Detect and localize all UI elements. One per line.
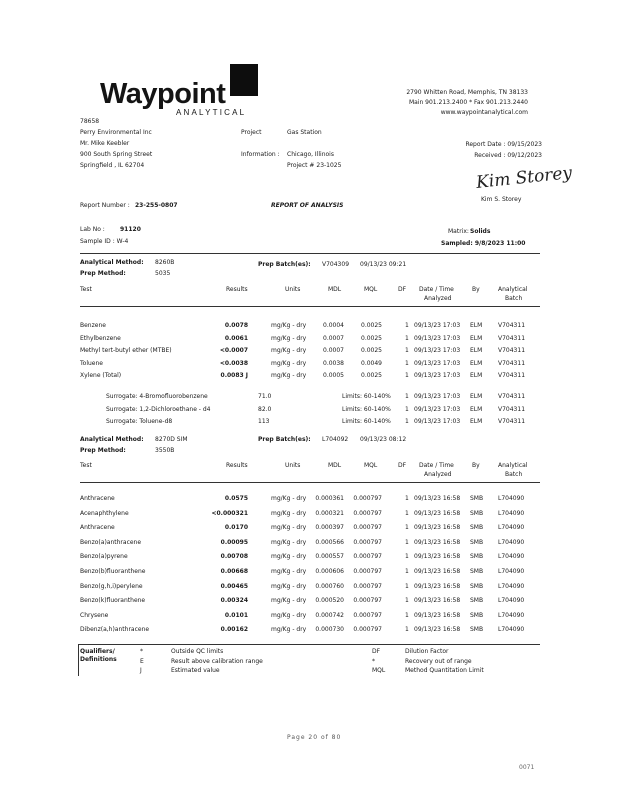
- table-row: [0, 583, 618, 593]
- analyst-by: ELM: [470, 334, 483, 342]
- result-value: 0.00095: [220, 538, 248, 546]
- test-name: Benzo(a)pyrene: [80, 553, 128, 561]
- analytical-batch: V704311: [498, 372, 526, 379]
- s1-method-value: 8260B: [155, 259, 175, 266]
- mdl-value: 0.000321: [315, 509, 344, 517]
- result-value: <0.0038: [219, 359, 248, 367]
- mql-value: 0.0049: [361, 359, 382, 367]
- table-row: [0, 626, 618, 636]
- mql-value: 0.000797: [353, 524, 382, 532]
- result-value: 0.0575: [224, 495, 248, 502]
- result-value: 0.0061: [224, 334, 248, 342]
- surrogate-row: [0, 393, 618, 403]
- surrogate-limits: Limits: 60-140%: [342, 405, 391, 413]
- df-value: 1: [405, 568, 409, 575]
- mql-value: 0.0025: [361, 334, 382, 342]
- surrogate-limits: Limits: 60-140%: [342, 418, 391, 425]
- col-test: Test: [80, 462, 92, 469]
- mdl-value: 0.000361: [315, 495, 344, 502]
- analyzed-datetime: 09/13/23 16:58: [414, 582, 461, 590]
- col-results: Results: [226, 286, 248, 293]
- analyst-by: SMB: [470, 538, 484, 546]
- report-date: Report Date : 09/15/2023: [465, 141, 542, 148]
- units-value: mg/Kg - dry: [271, 626, 307, 634]
- analyst-by: ELM: [470, 393, 483, 400]
- mdl-value: 0.0007: [323, 347, 344, 354]
- mdl-value: 0.0038: [323, 359, 344, 367]
- mql-value: 0.000797: [353, 553, 382, 561]
- definitions-label: Definitions: [80, 656, 117, 663]
- qualifiers-top-rule: [78, 644, 540, 645]
- col-date-sub: Analyzed: [424, 295, 452, 302]
- analyst-by: SMB: [470, 553, 484, 561]
- mql-value: 0.000797: [353, 582, 382, 590]
- analytical-batch: V704311: [498, 347, 526, 354]
- lab-phone: Main 901.213.2400 * Fax 901.213.2440: [408, 99, 528, 106]
- s1-header-rule: [80, 306, 540, 307]
- mql-value: 0.000797: [353, 568, 382, 575]
- df-value: 1: [405, 611, 409, 619]
- df-value: 1: [405, 495, 409, 502]
- lab-no-label: Lab No :: [80, 226, 105, 233]
- analyst-by: SMB: [470, 611, 484, 619]
- analytical-batch: L704090: [498, 524, 525, 532]
- col-date-sub: Analyzed: [424, 471, 452, 478]
- lab-no-value: 91120: [120, 226, 141, 233]
- qualifier-symbol: *: [372, 657, 375, 665]
- analyzed-datetime: 09/13/23 17:03: [414, 372, 461, 379]
- analyzed-datetime: 09/13/23 16:58: [414, 538, 461, 546]
- s1-batch-label: Prep Batch(es):: [258, 261, 311, 268]
- units-value: mg/Kg - dry: [271, 509, 307, 517]
- s1-header-row-2: [0, 295, 618, 305]
- surrogate-recovery: 82.0: [258, 405, 272, 413]
- mdl-value: 0.000566: [315, 538, 344, 546]
- s1-prep-label: Prep Method:: [80, 270, 126, 277]
- analyzed-datetime: 09/13/23 16:58: [414, 509, 461, 517]
- information-value: Chicago, Illinois: [287, 151, 334, 158]
- analyst-by: ELM: [470, 322, 483, 329]
- qualifier-definition: Estimated value: [171, 667, 220, 674]
- mdl-value: 0.0007: [323, 334, 344, 342]
- surrogate-name: Surrogate: 4-Bromofluorobenzene: [106, 393, 208, 400]
- surrogate-recovery: 113: [258, 418, 270, 425]
- mdl-value: 0.000397: [315, 524, 344, 532]
- client-city: Springfield , IL 62704: [80, 162, 145, 169]
- sampled-datetime: Sampled: 9/8/2023 11:00: [441, 240, 526, 247]
- s1-method-label: Analytical Method:: [80, 259, 144, 266]
- test-name: Acenaphthylene: [80, 509, 129, 517]
- qualifier-definition: Outside QC limits: [171, 648, 224, 655]
- logo-square: [230, 64, 258, 96]
- analyst-by: SMB: [470, 509, 484, 517]
- units-value: mg/Kg - dry: [271, 553, 307, 561]
- surrogate-recovery: 71.0: [258, 393, 272, 400]
- test-name: Toluene: [80, 359, 103, 367]
- analytical-batch: L704090: [498, 553, 525, 561]
- units-value: mg/Kg - dry: [271, 372, 307, 379]
- table-row: [0, 510, 618, 520]
- df-value: 1: [405, 626, 409, 634]
- analytical-batch: L704090: [498, 509, 525, 517]
- analyst-by: ELM: [470, 347, 483, 354]
- mdl-value: 0.000520: [315, 597, 344, 605]
- qualifier-definition: Dilution Factor: [405, 648, 449, 655]
- analytical-batch: L704090: [498, 582, 525, 590]
- result-value: 0.00324: [220, 597, 248, 605]
- test-name: Benzo(a)anthracene: [80, 538, 142, 546]
- report-number-label: Report Number :: [80, 202, 130, 209]
- qualifier-item: [0, 667, 618, 677]
- s2-method-label: Analytical Method:: [80, 436, 144, 443]
- df-value: 1: [405, 334, 409, 342]
- surrogate-limits: Limits: 60-140%: [342, 393, 391, 400]
- analyzed-datetime: 09/13/23 16:58: [414, 626, 461, 634]
- matrix-value: Solids: [470, 228, 491, 235]
- test-name: Methyl tert-butyl ether (MTBE): [80, 347, 172, 354]
- df-value: 1: [405, 538, 409, 546]
- s2-prep-label: Prep Method:: [80, 447, 126, 454]
- test-name: Ethylbenzene: [80, 334, 121, 342]
- page-code: 0071: [519, 764, 535, 771]
- col-batch-sub: Batch: [505, 471, 523, 478]
- information-label: Information :: [241, 151, 280, 158]
- col-by: By: [472, 462, 480, 469]
- mdl-value: 0.000606: [315, 568, 344, 575]
- col-date: Date / Time: [419, 462, 454, 469]
- col-df: DF: [398, 462, 407, 469]
- lab-address: 2790 Whitten Road, Memphis, TN 38133: [406, 89, 528, 96]
- df-value: 1: [405, 524, 409, 532]
- table-row: [0, 495, 618, 505]
- analytical-batch: L704090: [498, 495, 525, 502]
- header-divider: [80, 253, 540, 254]
- result-value: 0.0078: [224, 322, 248, 329]
- mdl-value: 0.000742: [315, 611, 344, 619]
- s1-prep-value: 5035: [155, 270, 171, 277]
- table-row: [0, 524, 618, 534]
- units-value: mg/Kg - dry: [271, 568, 307, 575]
- df-value: 1: [405, 553, 409, 561]
- client-code: 78658: [80, 118, 100, 125]
- table-row: [0, 568, 618, 578]
- analytical-batch: V704311: [498, 405, 526, 413]
- analyzed-datetime: 09/13/23 16:58: [414, 524, 461, 532]
- col-batch: Analytical: [498, 286, 528, 293]
- signature: Kim Storey: [475, 163, 573, 193]
- units-value: mg/Kg - dry: [271, 538, 307, 546]
- qualifier-definition: Recovery out of range: [405, 657, 472, 665]
- analyzed-datetime: 09/13/23 17:03: [414, 393, 461, 400]
- test-name: Anthracene: [80, 524, 115, 532]
- col-mql: MQL: [364, 286, 378, 293]
- project-number: Project # 23-1025: [287, 162, 342, 169]
- units-value: mg/Kg - dry: [271, 334, 307, 342]
- test-name: Benzo(g,h,i)perylene: [80, 582, 143, 590]
- analyzed-datetime: 09/13/23 16:58: [414, 568, 461, 575]
- s2-header-rule: [80, 482, 540, 483]
- analytical-batch: L704090: [498, 597, 525, 605]
- df-value: 1: [405, 405, 409, 413]
- analytical-batch: L704090: [498, 538, 525, 546]
- analyzed-datetime: 09/13/23 17:03: [414, 334, 461, 342]
- units-value: mg/Kg - dry: [271, 322, 307, 329]
- units-value: mg/Kg - dry: [271, 524, 307, 532]
- df-value: 1: [405, 393, 409, 400]
- mql-value: 0.000797: [353, 597, 382, 605]
- analyst-by: SMB: [470, 597, 484, 605]
- result-value: 0.00668: [220, 568, 248, 575]
- qualifiers-label: Qualifiers/: [80, 648, 115, 655]
- mdl-value: 0.000557: [315, 553, 344, 561]
- result-value: 0.00708: [220, 553, 248, 561]
- test-name: Anthracene: [80, 495, 115, 502]
- mdl-value: 0.0005: [323, 372, 344, 379]
- col-df: DF: [398, 286, 407, 293]
- analyst-by: ELM: [470, 372, 483, 379]
- client-company: Perry Environmental Inc: [80, 129, 152, 136]
- table-row: [0, 597, 618, 607]
- s1-batch-date: 09/13/23 09:21: [360, 261, 407, 268]
- mql-value: 0.000797: [353, 611, 382, 619]
- col-mdl: MDL: [328, 286, 342, 293]
- analyst-by: SMB: [470, 524, 484, 532]
- analyzed-datetime: 09/13/23 17:03: [414, 359, 461, 367]
- test-name: Benzo(k)fluoranthene: [80, 597, 146, 605]
- s2-batch-label: Prep Batch(es):: [258, 436, 311, 443]
- lab-website: www.waypointanalytical.com: [440, 109, 528, 116]
- test-name: Benzene: [80, 322, 106, 329]
- client-street: 900 South Spring Street: [80, 151, 153, 158]
- company-logo-wordmark: Waypoint: [100, 78, 226, 110]
- qualifier-symbol: J: [140, 667, 142, 674]
- table-row: [0, 322, 618, 332]
- col-mql: MQL: [364, 462, 378, 469]
- mql-value: 0.0025: [361, 322, 382, 329]
- col-mdl: MDL: [328, 462, 342, 469]
- analyst-by: SMB: [470, 568, 484, 575]
- df-value: 1: [405, 359, 409, 367]
- project-label: Project: [241, 129, 262, 136]
- analyst-by: ELM: [470, 418, 483, 425]
- analyzed-datetime: 09/13/23 16:58: [414, 611, 461, 619]
- units-value: mg/Kg - dry: [271, 597, 307, 605]
- table-row: [0, 360, 618, 370]
- test-name: Dibenz(a,h)anthracene: [80, 626, 150, 634]
- result-value: <0.000321: [211, 509, 248, 517]
- result-value: 0.0101: [224, 611, 248, 619]
- col-units: Units: [285, 462, 301, 469]
- col-batch: Analytical: [498, 462, 528, 469]
- units-value: mg/Kg - dry: [271, 347, 307, 354]
- qualifier-symbol: E: [140, 657, 144, 665]
- analyzed-datetime: 09/13/23 17:03: [414, 322, 461, 329]
- report-number-value: 23-255-0807: [135, 202, 178, 209]
- report-title: REPORT OF ANALYSIS: [271, 202, 344, 209]
- surrogate-row: [0, 418, 618, 428]
- col-batch-sub: Batch: [505, 295, 523, 302]
- mql-value: 0.000797: [353, 509, 382, 517]
- analytical-batch: V704311: [498, 393, 526, 400]
- page-number: Page 20 of 80: [287, 734, 342, 741]
- analyzed-datetime: 09/13/23 16:58: [414, 495, 461, 502]
- test-name: Benzo(b)fluoranthene: [80, 568, 146, 575]
- client-contact: Mr. Mike Keebler: [80, 140, 130, 147]
- surrogate-name: Surrogate: 1,2-Dichloroethane - d4: [106, 405, 211, 413]
- mql-value: 0.000797: [353, 538, 382, 546]
- col-units: Units: [285, 286, 301, 293]
- analytical-batch: L704090: [498, 611, 525, 619]
- table-row: [0, 335, 618, 345]
- df-value: 1: [405, 418, 409, 425]
- qualifier-definition: Result above calibration range: [171, 657, 263, 665]
- surrogate-name: Surrogate: Toluene-d8: [106, 418, 173, 425]
- df-value: 1: [405, 582, 409, 590]
- qualifier-symbol: *: [140, 648, 143, 655]
- analytical-batch: V704311: [498, 322, 526, 329]
- s2-method-value: 8270D SIM: [155, 436, 188, 443]
- analytical-batch: L704090: [498, 568, 525, 575]
- units-value: mg/Kg - dry: [271, 359, 307, 367]
- result-value: 0.0170: [224, 524, 248, 532]
- sample-id: Sample ID : W-4: [80, 238, 129, 245]
- analyzed-datetime: 09/13/23 16:58: [414, 553, 461, 561]
- test-name: Chrysene: [80, 611, 109, 619]
- table-row: [0, 372, 618, 382]
- mdl-value: 0.000760: [315, 582, 344, 590]
- analyzed-datetime: 09/13/23 17:03: [414, 418, 461, 425]
- analytical-batch: V704311: [498, 418, 526, 425]
- surrogate-row: [0, 406, 618, 416]
- df-value: 1: [405, 509, 409, 517]
- analyzed-datetime: 09/13/23 17:03: [414, 347, 461, 354]
- result-value: 0.00465: [220, 582, 248, 590]
- col-by: By: [472, 286, 480, 293]
- received-date: Received : 09/12/2023: [474, 152, 542, 159]
- qualifier-definition: Method Quantitation Limit: [405, 667, 484, 674]
- table-row: [0, 612, 618, 622]
- s2-header-row-2: [0, 471, 618, 481]
- mql-value: 0.0025: [361, 347, 382, 354]
- analytical-batch: V704311: [498, 334, 526, 342]
- table-row: [0, 539, 618, 549]
- analyst-by: ELM: [470, 405, 483, 413]
- units-value: mg/Kg - dry: [271, 495, 307, 502]
- mdl-value: 0.0004: [323, 322, 344, 329]
- analytical-batch: L704090: [498, 626, 525, 634]
- test-name: Xylene (Total): [80, 372, 122, 379]
- qualifier-symbol: MQL: [372, 667, 386, 674]
- s1-batch-value: V704309: [322, 261, 350, 268]
- s2-prep-value: 3550B: [155, 447, 175, 454]
- project-value: Gas Station: [287, 129, 322, 136]
- qualifier-item: [0, 658, 618, 668]
- qualifier-symbol: DF: [372, 648, 381, 655]
- result-value: 0.00162: [220, 626, 248, 634]
- table-row: [0, 553, 618, 563]
- analyst-by: SMB: [470, 582, 484, 590]
- df-value: 1: [405, 347, 409, 354]
- result-value: 0.0083 J: [220, 372, 248, 379]
- s2-batch-date: 09/13/23 08:12: [360, 436, 407, 443]
- units-value: mg/Kg - dry: [271, 582, 307, 590]
- signer-name: Kim S. Storey: [481, 196, 522, 203]
- matrix-label: Matrix:: [448, 228, 469, 235]
- col-date: Date / Time: [419, 286, 454, 293]
- mql-value: 0.000797: [353, 495, 382, 502]
- df-value: 1: [405, 597, 409, 605]
- mdl-value: 0.000730: [315, 626, 344, 634]
- analyzed-datetime: 09/13/23 17:03: [414, 405, 461, 413]
- mql-value: 0.0025: [361, 372, 382, 379]
- company-logo-subtitle: ANALYTICAL: [176, 108, 247, 117]
- col-test: Test: [80, 286, 92, 293]
- df-value: 1: [405, 372, 409, 379]
- analytical-batch: V704311: [498, 359, 526, 367]
- units-value: mg/Kg - dry: [271, 611, 307, 619]
- mql-value: 0.000797: [353, 626, 382, 634]
- df-value: 1: [405, 322, 409, 329]
- analyst-by: SMB: [470, 495, 484, 502]
- analyst-by: SMB: [470, 626, 484, 634]
- analyzed-datetime: 09/13/23 16:58: [414, 597, 461, 605]
- analyst-by: ELM: [470, 359, 483, 367]
- qualifier-item: [0, 648, 618, 658]
- result-value: <0.0007: [219, 347, 248, 354]
- s2-batch-value: L704092: [322, 436, 349, 443]
- table-row: [0, 347, 618, 357]
- col-results: Results: [226, 462, 248, 469]
